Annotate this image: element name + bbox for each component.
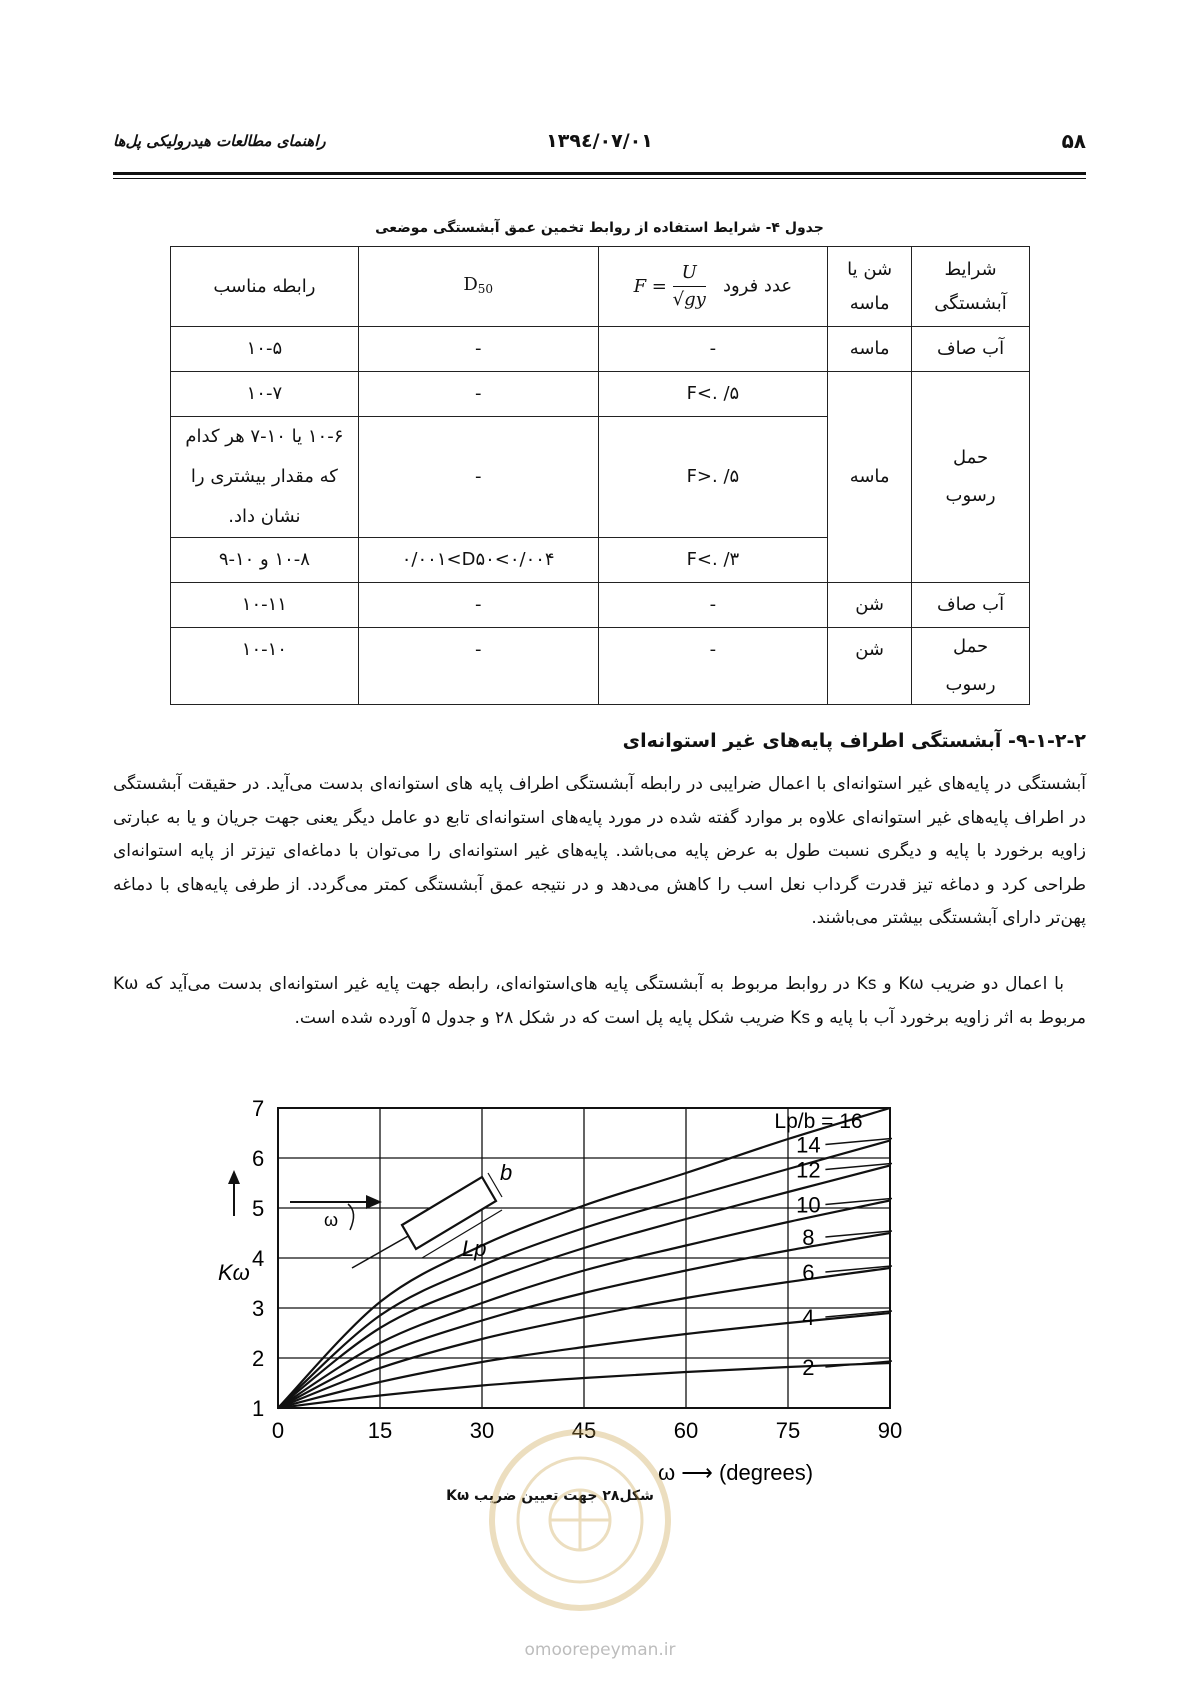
x-tick-label: 60 bbox=[673, 1418, 699, 1443]
cell-relation: ۱۰-۱۱ bbox=[171, 583, 359, 628]
x-tick-label: 15 bbox=[367, 1418, 393, 1443]
froude-denominator: √gy bbox=[672, 289, 706, 310]
cell-condition: آب صاف bbox=[912, 583, 1030, 628]
cell-relation: ۱۰-۷ bbox=[171, 372, 359, 417]
froude-numerator: U bbox=[673, 260, 706, 287]
header-bed: شن یا ماسه bbox=[828, 247, 912, 327]
cell-relation: ۱۰-۱۰ bbox=[171, 628, 359, 705]
y-axis-label: Kω bbox=[218, 1260, 250, 1285]
header-d50 bbox=[358, 247, 598, 327]
series-label: 4 bbox=[802, 1305, 815, 1330]
page-header bbox=[113, 129, 1086, 162]
y-tick-label: 2 bbox=[252, 1346, 265, 1371]
table-caption: جدول ۴- شرایط استفاده از روابط تخمین عمق آبشستگی موضعی bbox=[375, 220, 824, 236]
cell-froude: F>. /۵ bbox=[598, 417, 828, 538]
cell-froude: - bbox=[598, 628, 828, 705]
scour-conditions-table bbox=[170, 246, 1030, 705]
cell-bed: ماسه bbox=[828, 327, 912, 372]
figure-caption: شکل۲۸ جهت تعیین ضریب Kω bbox=[446, 1488, 654, 1504]
cell-froude: - bbox=[598, 583, 828, 628]
stamp-logo bbox=[480, 1420, 680, 1620]
table-header-row bbox=[171, 247, 1030, 327]
cell-d50: - bbox=[358, 417, 598, 538]
froude-fraction bbox=[673, 260, 706, 313]
pier-inset-sketch bbox=[290, 1160, 512, 1268]
series-label: Lp/b = 16 bbox=[774, 1110, 863, 1133]
cell-condition: حمل رسوب bbox=[912, 372, 1030, 583]
cell-condition: آب صاف bbox=[912, 327, 1030, 372]
series-label: 8 bbox=[802, 1225, 815, 1250]
cell-d50: - bbox=[358, 583, 598, 628]
table-row bbox=[171, 372, 1030, 417]
cell-bed: شن bbox=[828, 583, 912, 628]
y-tick-label: 3 bbox=[252, 1296, 265, 1321]
chart-series-labels bbox=[774, 1110, 892, 1380]
site-watermark: omoorepeyman.ir bbox=[524, 1640, 676, 1660]
lp-label: Lp bbox=[462, 1236, 487, 1261]
series-label: 12 bbox=[796, 1157, 821, 1183]
paragraph-2: با اعمال دو ضریب Kω و Ks در روابط مربوط به آبشستگی پایه های‌استوانه‌ای، رابطه جهت پایه غیر استوانه‌ای بدست می‌آید که Kω مربوط به اثر زاویه برخورد آب با پایه و Ks ضریب شکل پایه پل است که در شکل ۲۸ و جدول ۵ آورده شده است. bbox=[113, 974, 1086, 1028]
table-row bbox=[171, 628, 1030, 705]
cell-relation: ۱۰-۵ bbox=[171, 327, 359, 372]
froude-formula bbox=[634, 260, 706, 313]
x-tick-label: 75 bbox=[775, 1418, 801, 1443]
cell-relation: ۱۰-۸ و ۱۰-۹ bbox=[171, 538, 359, 583]
froude-label: عدد فرود bbox=[722, 275, 793, 297]
y-tick-label: 7 bbox=[252, 1096, 265, 1121]
cell-d50: - bbox=[358, 372, 598, 417]
page-number: ۵۸ bbox=[1061, 129, 1086, 153]
cell-froude: F<. /۵ bbox=[598, 372, 828, 417]
series-label: 6 bbox=[802, 1260, 815, 1285]
cell-d50: - bbox=[358, 327, 598, 372]
header-condition: شرایط آبشستگی bbox=[912, 247, 1030, 327]
table-row bbox=[171, 327, 1030, 372]
x-tick-label: 45 bbox=[571, 1418, 597, 1443]
cell-bed: شن bbox=[828, 628, 912, 705]
section-title: ۹-۱-۲-۲- آبشستگی اطراف پایه‌های غیر استوانه‌ای bbox=[622, 730, 1086, 752]
d50-subscript: 50 bbox=[477, 281, 494, 296]
y-axis-arrowhead bbox=[228, 1170, 240, 1184]
cell-d50: ۰/۰۰۱<D۵۰<۰/۰۰۴ bbox=[358, 538, 598, 583]
header-rule-thick bbox=[113, 172, 1086, 175]
x-tick-label: 30 bbox=[469, 1418, 495, 1443]
paragraph-1: آبشستگی در پایه‌های غیر استوانه‌ای با اعمال ضرایبی در رابطه آبشستگی اطراف پایه های استوانه‌ای بدست می‌آید. در حقیقت آبشستگی در اطراف پایه‌های غیر استوانه‌ای علاوه بر موارد گفته شده در مورد پایه‌های استوانه‌ای تابع دو عامل دیگر یعنی جهت جریان و یا به عبارتی زاویه برخورد با پایه و دیگری نسبت طول به عرض پایه می‌باشد. پایه‌های غیر استوانه‌ای را می‌توان با دماغه‌ای تیزتر از پایه استوانه‌ای طراحی کرد و دماغه تیز قدرت گرداب نعل اسب را کاهش می‌دهد و در نتیجه عمق آبشستگی کمتر می‌گردد. از طرفی پایه‌های با دماغه پهن‌تر دارای آبشستگی بیشتر می‌باشند. bbox=[113, 774, 1086, 928]
x-tick-label: 90 bbox=[877, 1418, 903, 1443]
cell-bed: ماسه bbox=[828, 372, 912, 583]
cell-d50: - bbox=[358, 628, 598, 705]
table-row bbox=[171, 583, 1030, 628]
y-tick-label: 5 bbox=[252, 1196, 265, 1221]
series-label: 14 bbox=[796, 1132, 821, 1158]
y-tick-label: 6 bbox=[252, 1146, 265, 1171]
omega-symbol: ω bbox=[324, 1210, 339, 1230]
header-froude bbox=[598, 247, 828, 327]
d50-label: D bbox=[463, 273, 478, 295]
y-tick-label: 1 bbox=[252, 1396, 265, 1421]
header-date: ۱۳۹٤/۰۷/۰۱ bbox=[546, 130, 653, 152]
b-label: b bbox=[500, 1160, 513, 1185]
book-title: راهنمای مطالعات هیدرولیکی پل‌ها bbox=[113, 132, 326, 150]
cell-relation: ۱۰-۶ یا ۱۰-۷ هر کدام که مقدار بیشتری را نشان داد. bbox=[171, 417, 359, 538]
froude-lhs: F = bbox=[633, 275, 667, 297]
header-rule-thin bbox=[113, 178, 1086, 179]
series-label: 2 bbox=[802, 1355, 815, 1380]
cell-condition: حمل رسوب bbox=[912, 628, 1030, 705]
series-label: 10 bbox=[796, 1192, 821, 1218]
y-tick-label: 4 bbox=[252, 1246, 265, 1271]
cell-froude: F<. /۳ bbox=[598, 538, 828, 583]
header-relation: رابطه مناسب bbox=[171, 247, 359, 327]
x-tick-label: 0 bbox=[271, 1418, 285, 1443]
cell-froude: - bbox=[598, 327, 828, 372]
x-axis-label: ω ⟶ (degrees) bbox=[658, 1460, 814, 1485]
